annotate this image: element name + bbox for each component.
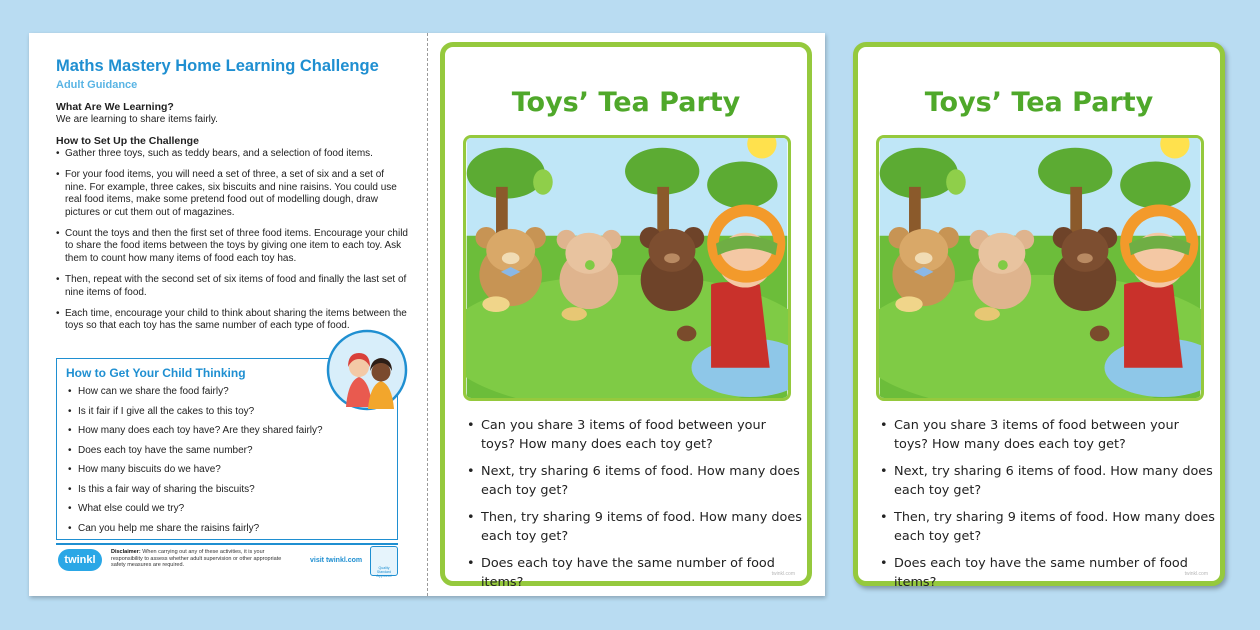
card-question: • Can you share 3 items of food between your toys? How many does each toy get? bbox=[467, 417, 803, 454]
disclaimer bbox=[111, 549, 289, 569]
thinking-question: • Is this a fair way of sharing the biscuits? bbox=[68, 484, 323, 504]
card-questions bbox=[467, 417, 803, 601]
setup-heading: How to Set Up the Challenge bbox=[56, 135, 199, 147]
learning-text: We are learning to share items fairly. bbox=[56, 114, 218, 125]
fold-line bbox=[427, 33, 428, 596]
setup-step: • Then, repeat with the second set of six items of food and finally the last set of nine items of food. bbox=[56, 274, 408, 299]
learning-heading: What Are We Learning? bbox=[56, 101, 174, 113]
tea-party-illustration bbox=[463, 135, 791, 401]
footer-divider bbox=[56, 543, 398, 545]
setup-step: • Gather three toys, such as teddy bears, and a selection of food items. bbox=[56, 148, 408, 160]
card-url: twinkl.com bbox=[771, 571, 795, 577]
card-questions bbox=[880, 417, 1216, 601]
thinking-question: • How many does each toy have? Are they shared fairly? bbox=[68, 425, 323, 445]
card-title: Toys’ Tea Party bbox=[924, 87, 1154, 118]
guidance-title: Maths Mastery Home Learning Challenge bbox=[56, 57, 379, 75]
card-question: • Then, try sharing 9 items of food. How many does each toy get? bbox=[467, 509, 803, 546]
setup-step: • For your food items, you will need a set of three, a set of six and a set of nine. For example, three cakes, six biscuits and nine raisins. You could use real food items, make some pretend food out of modelling dough, draw pictures or cut them out of magazines. bbox=[56, 169, 408, 219]
disclaimer-label: Disclaimer: bbox=[111, 549, 141, 555]
tea-party-illustration bbox=[876, 135, 1204, 401]
thinking-question: • How can we share the food fairly? bbox=[68, 386, 323, 406]
guidance-text bbox=[56, 57, 408, 342]
guidance-subtitle: Adult Guidance bbox=[56, 79, 138, 91]
twinkl-logo: twinkl bbox=[58, 549, 102, 571]
setup-step: • Each time, encourage your child to think about sharing the items between the toys so that each toy has the same number of each type of food. bbox=[56, 308, 408, 333]
thinking-list bbox=[68, 386, 323, 542]
setup-list bbox=[56, 148, 408, 333]
thinking-question: • Is it fair if I give all the cakes to this toy? bbox=[68, 406, 323, 426]
children-illustration bbox=[326, 329, 408, 411]
thinking-question: • Does each toy have the same number? bbox=[68, 445, 323, 465]
thinking-heading: How to Get Your Child Thinking bbox=[66, 366, 246, 380]
card-title: Toys’ Tea Party bbox=[511, 87, 741, 118]
card-url: twinkl.com bbox=[1184, 571, 1208, 577]
thinking-question: • How many biscuits do we have? bbox=[68, 464, 323, 484]
card-question: • Next, try sharing 6 items of food. How many does each toy get? bbox=[880, 463, 1216, 500]
task-card bbox=[853, 42, 1225, 590]
card-question: • Next, try sharing 6 items of food. How many does each toy get? bbox=[467, 463, 803, 500]
card-question: • Then, try sharing 9 items of food. How many does each toy get? bbox=[880, 509, 1216, 546]
visit-link[interactable]: visit twinkl.com bbox=[310, 557, 363, 564]
thinking-question: • Can you help me share the raisins fairly? bbox=[68, 523, 323, 543]
card-question: • Does each toy have the same number of food items? bbox=[880, 555, 1216, 592]
task-card bbox=[440, 42, 812, 590]
disclaimer-text: When carrying out any of these activities, it is your responsibility to assess whether adult supervision or other appropriate safety measures are required. bbox=[111, 549, 282, 569]
card-question: • Does each toy have the same number of food items? bbox=[467, 555, 803, 592]
setup-step: • Count the toys and then the first set of three food items. Encourage your child to share the food items between the toys by giving one item to each toy. Ask them to count how many items of food each toy has. bbox=[56, 228, 408, 265]
quality-badge: Quality Standard Approved bbox=[370, 546, 398, 576]
card-question: • Can you share 3 items of food between your toys? How many does each toy get? bbox=[880, 417, 1216, 454]
thinking-question: • What else could we try? bbox=[68, 503, 323, 523]
